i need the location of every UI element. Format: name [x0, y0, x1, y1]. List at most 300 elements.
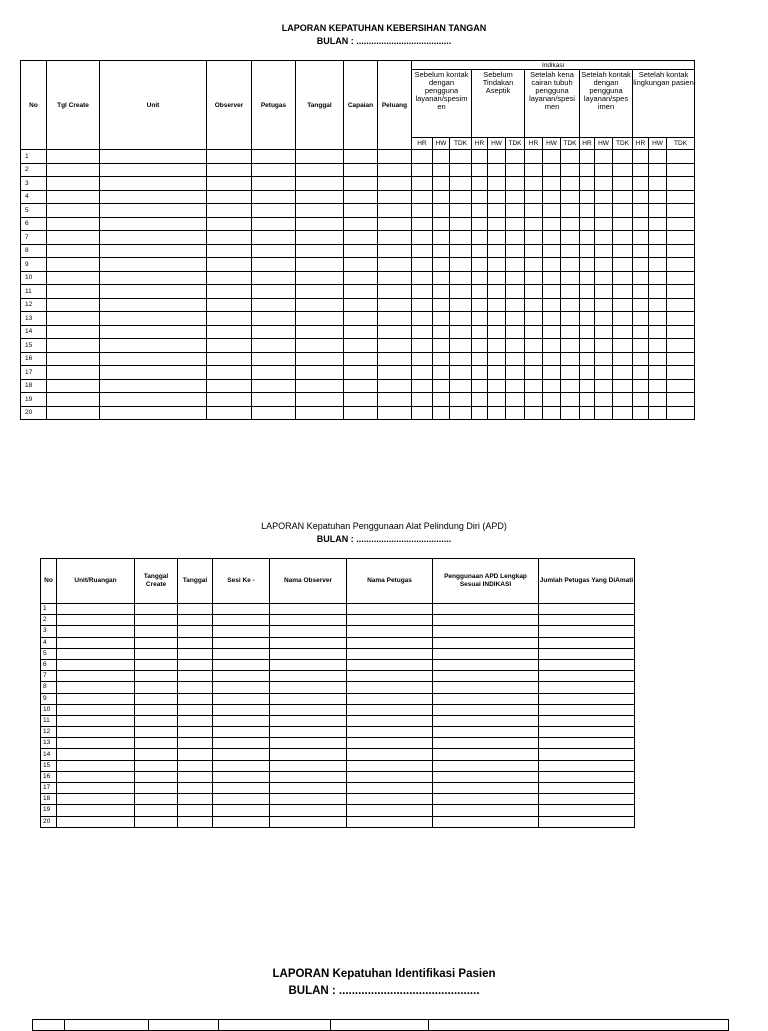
table-cell[interactable]: [561, 298, 580, 312]
table-cell[interactable]: [252, 352, 296, 366]
table-cell[interactable]: [649, 325, 667, 339]
table-cell[interactable]: [252, 339, 296, 353]
table-cell[interactable]: [450, 285, 472, 299]
table-cell[interactable]: [207, 244, 252, 258]
table-cell[interactable]: [525, 285, 543, 299]
table-cell[interactable]: [213, 805, 270, 816]
table-cell[interactable]: [595, 298, 613, 312]
table-cell[interactable]: [506, 352, 525, 366]
table-cell[interactable]: [595, 339, 613, 353]
table-cell[interactable]: [135, 682, 178, 693]
table-cell[interactable]: [378, 325, 412, 339]
table-cell[interactable]: [57, 693, 135, 704]
table-cell[interactable]: [525, 163, 543, 177]
table-cell[interactable]: [561, 379, 580, 393]
table-cell[interactable]: [525, 271, 543, 285]
table-cell[interactable]: [378, 379, 412, 393]
table-cell[interactable]: [633, 379, 649, 393]
table-cell[interactable]: [296, 204, 344, 218]
table-cell[interactable]: [47, 150, 100, 164]
table-cell[interactable]: [539, 693, 635, 704]
table-cell[interactable]: [252, 312, 296, 326]
table-cell[interactable]: [344, 258, 378, 272]
table-cell[interactable]: [178, 738, 213, 749]
table-cell[interactable]: [296, 379, 344, 393]
table-cell[interactable]: [207, 298, 252, 312]
table-cell[interactable]: [506, 258, 525, 272]
table-cell[interactable]: [667, 379, 695, 393]
table-cell[interactable]: [488, 217, 506, 231]
table-cell[interactable]: [488, 231, 506, 245]
table-cell[interactable]: [613, 150, 633, 164]
table-cell[interactable]: [561, 190, 580, 204]
table-cell[interactable]: [488, 312, 506, 326]
table-cell[interactable]: [525, 393, 543, 407]
table-cell[interactable]: [100, 217, 207, 231]
table-cell[interactable]: [270, 727, 347, 738]
table-cell[interactable]: [472, 352, 488, 366]
table-cell[interactable]: [296, 244, 344, 258]
table-cell[interactable]: [296, 177, 344, 191]
table-cell[interactable]: [580, 406, 595, 420]
table-cell[interactable]: [525, 298, 543, 312]
table-cell[interactable]: [412, 271, 433, 285]
table-cell[interactable]: [613, 204, 633, 218]
table-cell[interactable]: [178, 805, 213, 816]
table-cell[interactable]: [57, 794, 135, 805]
table-cell[interactable]: [213, 704, 270, 715]
table-cell[interactable]: [525, 204, 543, 218]
table-cell[interactable]: [561, 258, 580, 272]
table-cell[interactable]: [412, 339, 433, 353]
table-cell[interactable]: [613, 177, 633, 191]
table-cell[interactable]: [488, 352, 506, 366]
table-cell[interactable]: [667, 217, 695, 231]
table-cell[interactable]: [135, 615, 178, 626]
table-cell[interactable]: [412, 393, 433, 407]
table-cell[interactable]: [378, 244, 412, 258]
table-cell[interactable]: [543, 190, 561, 204]
table-cell[interactable]: [344, 163, 378, 177]
table-cell[interactable]: [561, 325, 580, 339]
table-cell[interactable]: [135, 671, 178, 682]
table-cell[interactable]: [633, 163, 649, 177]
table-cell[interactable]: [488, 339, 506, 353]
table-cell[interactable]: [633, 298, 649, 312]
table-cell[interactable]: [47, 312, 100, 326]
table-cell[interactable]: [539, 760, 635, 771]
table-cell[interactable]: [450, 231, 472, 245]
table-cell[interactable]: [580, 244, 595, 258]
table-cell[interactable]: [633, 244, 649, 258]
table-cell[interactable]: [649, 258, 667, 272]
table-cell[interactable]: [344, 150, 378, 164]
table-cell[interactable]: [633, 177, 649, 191]
table-cell[interactable]: [539, 648, 635, 659]
table-cell[interactable]: [270, 671, 347, 682]
table-cell[interactable]: [561, 271, 580, 285]
table-cell[interactable]: [539, 659, 635, 670]
table-cell[interactable]: [433, 693, 539, 704]
table-cell[interactable]: [633, 258, 649, 272]
table-cell[interactable]: [47, 258, 100, 272]
table-cell[interactable]: [633, 190, 649, 204]
table-cell[interactable]: [57, 783, 135, 794]
table-cell[interactable]: [561, 366, 580, 380]
table-cell[interactable]: [135, 760, 178, 771]
table-cell[interactable]: [595, 244, 613, 258]
table-cell[interactable]: [213, 626, 270, 637]
table-cell[interactable]: [539, 794, 635, 805]
table-cell[interactable]: [649, 406, 667, 420]
table-cell[interactable]: [100, 177, 207, 191]
table-cell[interactable]: [506, 204, 525, 218]
table-cell[interactable]: [543, 231, 561, 245]
table-cell[interactable]: [378, 190, 412, 204]
table-cell[interactable]: [539, 671, 635, 682]
table-cell[interactable]: [472, 204, 488, 218]
table-cell[interactable]: [543, 298, 561, 312]
table-cell[interactable]: [344, 271, 378, 285]
table-cell[interactable]: [543, 312, 561, 326]
table-cell[interactable]: [539, 816, 635, 827]
table-cell[interactable]: [433, 760, 539, 771]
table-cell[interactable]: [270, 794, 347, 805]
table-cell[interactable]: [252, 190, 296, 204]
table-cell[interactable]: [57, 704, 135, 715]
table-cell[interactable]: [252, 163, 296, 177]
table-cell[interactable]: [252, 325, 296, 339]
table-cell[interactable]: [296, 393, 344, 407]
table-cell[interactable]: [472, 312, 488, 326]
table-cell[interactable]: [412, 298, 433, 312]
table-cell[interactable]: [47, 204, 100, 218]
table-cell[interactable]: [649, 312, 667, 326]
table-cell[interactable]: [213, 783, 270, 794]
table-cell[interactable]: [649, 285, 667, 299]
table-cell[interactable]: [613, 366, 633, 380]
table-cell[interactable]: [207, 177, 252, 191]
table-cell[interactable]: [347, 794, 433, 805]
table-cell[interactable]: [450, 366, 472, 380]
table-cell[interactable]: [580, 190, 595, 204]
table-cell[interactable]: [270, 760, 347, 771]
table-cell[interactable]: [613, 352, 633, 366]
table-cell[interactable]: [433, 615, 539, 626]
table-cell[interactable]: [433, 805, 539, 816]
table-cell[interactable]: [667, 325, 695, 339]
table-cell[interactable]: [100, 393, 207, 407]
table-cell[interactable]: [649, 271, 667, 285]
table-cell[interactable]: [649, 393, 667, 407]
table-cell[interactable]: [135, 783, 178, 794]
table-cell[interactable]: [296, 190, 344, 204]
table-cell[interactable]: [135, 648, 178, 659]
table-cell[interactable]: [347, 604, 433, 615]
table-cell[interactable]: [633, 366, 649, 380]
table-cell[interactable]: [595, 217, 613, 231]
table-cell[interactable]: [580, 177, 595, 191]
table-cell[interactable]: [433, 312, 450, 326]
table-cell[interactable]: [100, 285, 207, 299]
table-cell[interactable]: [525, 244, 543, 258]
table-cell[interactable]: [539, 805, 635, 816]
table-cell[interactable]: [344, 204, 378, 218]
table-cell[interactable]: [667, 298, 695, 312]
table-cell[interactable]: [135, 659, 178, 670]
table-cell[interactable]: [488, 190, 506, 204]
table-cell[interactable]: [100, 231, 207, 245]
table-cell[interactable]: [252, 258, 296, 272]
table-cell[interactable]: [543, 285, 561, 299]
table-cell[interactable]: [270, 693, 347, 704]
table-cell[interactable]: [207, 163, 252, 177]
table-cell[interactable]: [207, 325, 252, 339]
table-cell[interactable]: [412, 352, 433, 366]
table-cell[interactable]: [580, 150, 595, 164]
table-cell[interactable]: [433, 604, 539, 615]
table-cell[interactable]: [595, 379, 613, 393]
table-cell[interactable]: [178, 715, 213, 726]
table-cell[interactable]: [450, 150, 472, 164]
table-cell[interactable]: [213, 771, 270, 782]
table-cell[interactable]: [270, 738, 347, 749]
table-cell[interactable]: [47, 379, 100, 393]
table-cell[interactable]: [347, 682, 433, 693]
table-cell[interactable]: [344, 298, 378, 312]
table-cell[interactable]: [450, 217, 472, 231]
table-cell[interactable]: [433, 177, 450, 191]
table-cell[interactable]: [649, 150, 667, 164]
table-cell[interactable]: [213, 816, 270, 827]
table-cell[interactable]: [450, 352, 472, 366]
table-cell[interactable]: [472, 150, 488, 164]
table-cell[interactable]: [450, 163, 472, 177]
table-cell[interactable]: [213, 749, 270, 760]
table-cell[interactable]: [57, 604, 135, 615]
table-cell[interactable]: [57, 805, 135, 816]
table-cell[interactable]: [347, 805, 433, 816]
table-cell[interactable]: [543, 406, 561, 420]
table-cell[interactable]: [525, 312, 543, 326]
table-cell[interactable]: [213, 615, 270, 626]
table-cell[interactable]: [378, 312, 412, 326]
table-cell[interactable]: [378, 163, 412, 177]
table-cell[interactable]: [100, 271, 207, 285]
table-cell[interactable]: [412, 231, 433, 245]
table-cell[interactable]: [450, 204, 472, 218]
table-cell[interactable]: [378, 231, 412, 245]
table-cell[interactable]: [506, 177, 525, 191]
table-cell[interactable]: [270, 615, 347, 626]
table-cell[interactable]: [595, 393, 613, 407]
table-cell[interactable]: [135, 626, 178, 637]
table-cell[interactable]: [344, 379, 378, 393]
table-cell[interactable]: [543, 150, 561, 164]
table-cell[interactable]: [613, 325, 633, 339]
table-cell[interactable]: [543, 204, 561, 218]
table-cell[interactable]: [561, 406, 580, 420]
table-cell[interactable]: [633, 312, 649, 326]
table-cell[interactable]: [433, 244, 450, 258]
table-cell[interactable]: [450, 339, 472, 353]
table-cell[interactable]: [543, 217, 561, 231]
table-cell[interactable]: [433, 163, 450, 177]
table-cell[interactable]: [135, 816, 178, 827]
table-cell[interactable]: [344, 406, 378, 420]
table-cell[interactable]: [135, 794, 178, 805]
table-cell[interactable]: [178, 682, 213, 693]
table-cell[interactable]: [433, 715, 539, 726]
table-cell[interactable]: [100, 352, 207, 366]
table-cell[interactable]: [135, 749, 178, 760]
table-cell[interactable]: [412, 285, 433, 299]
table-cell[interactable]: [472, 231, 488, 245]
table-cell[interactable]: [57, 682, 135, 693]
table-cell[interactable]: [207, 150, 252, 164]
table-cell[interactable]: [347, 704, 433, 715]
table-cell[interactable]: [649, 204, 667, 218]
table-cell[interactable]: [100, 406, 207, 420]
table-cell[interactable]: [100, 190, 207, 204]
table-cell[interactable]: [296, 150, 344, 164]
table-cell[interactable]: [667, 204, 695, 218]
table-cell[interactable]: [667, 271, 695, 285]
table-cell[interactable]: [580, 325, 595, 339]
table-cell[interactable]: [525, 352, 543, 366]
table-cell[interactable]: [252, 379, 296, 393]
table-cell[interactable]: [472, 325, 488, 339]
table-cell[interactable]: [347, 671, 433, 682]
table-cell[interactable]: [378, 366, 412, 380]
table-cell[interactable]: [433, 671, 539, 682]
table-cell[interactable]: [595, 271, 613, 285]
table-cell[interactable]: [649, 190, 667, 204]
table-cell[interactable]: [378, 352, 412, 366]
table-cell[interactable]: [100, 312, 207, 326]
table-cell[interactable]: [57, 749, 135, 760]
table-cell[interactable]: [135, 727, 178, 738]
table-cell[interactable]: [378, 204, 412, 218]
table-cell[interactable]: [412, 406, 433, 420]
table-cell[interactable]: [378, 285, 412, 299]
table-cell[interactable]: [613, 163, 633, 177]
table-cell[interactable]: [667, 163, 695, 177]
table-cell[interactable]: [488, 150, 506, 164]
table-cell[interactable]: [539, 715, 635, 726]
table-cell[interactable]: [580, 217, 595, 231]
table-cell[interactable]: [347, 760, 433, 771]
table-cell[interactable]: [47, 190, 100, 204]
table-cell[interactable]: [252, 393, 296, 407]
table-cell[interactable]: [539, 615, 635, 626]
table-cell[interactable]: [633, 204, 649, 218]
table-cell[interactable]: [100, 298, 207, 312]
table-cell[interactable]: [525, 258, 543, 272]
table-cell[interactable]: [595, 231, 613, 245]
table-cell[interactable]: [613, 244, 633, 258]
table-cell[interactable]: [135, 693, 178, 704]
table-cell[interactable]: [506, 231, 525, 245]
table-cell[interactable]: [667, 406, 695, 420]
table-cell[interactable]: [539, 604, 635, 615]
table-cell[interactable]: [47, 217, 100, 231]
table-cell[interactable]: [347, 816, 433, 827]
table-cell[interactable]: [539, 749, 635, 760]
table-cell[interactable]: [296, 366, 344, 380]
table-cell[interactable]: [595, 163, 613, 177]
table-cell[interactable]: [178, 727, 213, 738]
table-cell[interactable]: [57, 626, 135, 637]
table-cell[interactable]: [344, 285, 378, 299]
table-cell[interactable]: [613, 298, 633, 312]
table-cell[interactable]: [57, 771, 135, 782]
table-cell[interactable]: [649, 177, 667, 191]
table-cell[interactable]: [580, 271, 595, 285]
table-cell[interactable]: [488, 393, 506, 407]
table-cell[interactable]: [580, 231, 595, 245]
table-cell[interactable]: [47, 231, 100, 245]
table-cell[interactable]: [433, 794, 539, 805]
table-cell[interactable]: [100, 339, 207, 353]
table-cell[interactable]: [178, 637, 213, 648]
table-cell[interactable]: [412, 379, 433, 393]
table-cell[interactable]: [433, 393, 450, 407]
table-cell[interactable]: [613, 231, 633, 245]
table-cell[interactable]: [347, 659, 433, 670]
table-cell[interactable]: [472, 177, 488, 191]
table-cell[interactable]: [613, 217, 633, 231]
table-cell[interactable]: [296, 406, 344, 420]
table-cell[interactable]: [561, 352, 580, 366]
table-cell[interactable]: [178, 816, 213, 827]
table-cell[interactable]: [433, 366, 450, 380]
table-cell[interactable]: [506, 298, 525, 312]
table-cell[interactable]: [472, 285, 488, 299]
table-cell[interactable]: [347, 783, 433, 794]
table-cell[interactable]: [270, 637, 347, 648]
table-cell[interactable]: [412, 325, 433, 339]
table-cell[interactable]: [450, 190, 472, 204]
table-cell[interactable]: [561, 285, 580, 299]
table-cell[interactable]: [296, 217, 344, 231]
table-cell[interactable]: [270, 783, 347, 794]
table-cell[interactable]: [561, 163, 580, 177]
table-cell[interactable]: [561, 231, 580, 245]
table-cell[interactable]: [506, 406, 525, 420]
table-cell[interactable]: [450, 312, 472, 326]
table-cell[interactable]: [613, 393, 633, 407]
table-cell[interactable]: [633, 393, 649, 407]
table-cell[interactable]: [543, 244, 561, 258]
table-cell[interactable]: [539, 771, 635, 782]
table-cell[interactable]: [561, 312, 580, 326]
table-cell[interactable]: [649, 298, 667, 312]
table-cell[interactable]: [506, 312, 525, 326]
table-cell[interactable]: [178, 604, 213, 615]
table-cell[interactable]: [296, 312, 344, 326]
table-cell[interactable]: [506, 150, 525, 164]
table-cell[interactable]: [433, 298, 450, 312]
table-cell[interactable]: [649, 366, 667, 380]
table-cell[interactable]: [178, 749, 213, 760]
table-cell[interactable]: [433, 738, 539, 749]
table-cell[interactable]: [433, 771, 539, 782]
table-cell[interactable]: [213, 715, 270, 726]
table-cell[interactable]: [433, 271, 450, 285]
table-cell[interactable]: [433, 816, 539, 827]
table-cell[interactable]: [412, 190, 433, 204]
